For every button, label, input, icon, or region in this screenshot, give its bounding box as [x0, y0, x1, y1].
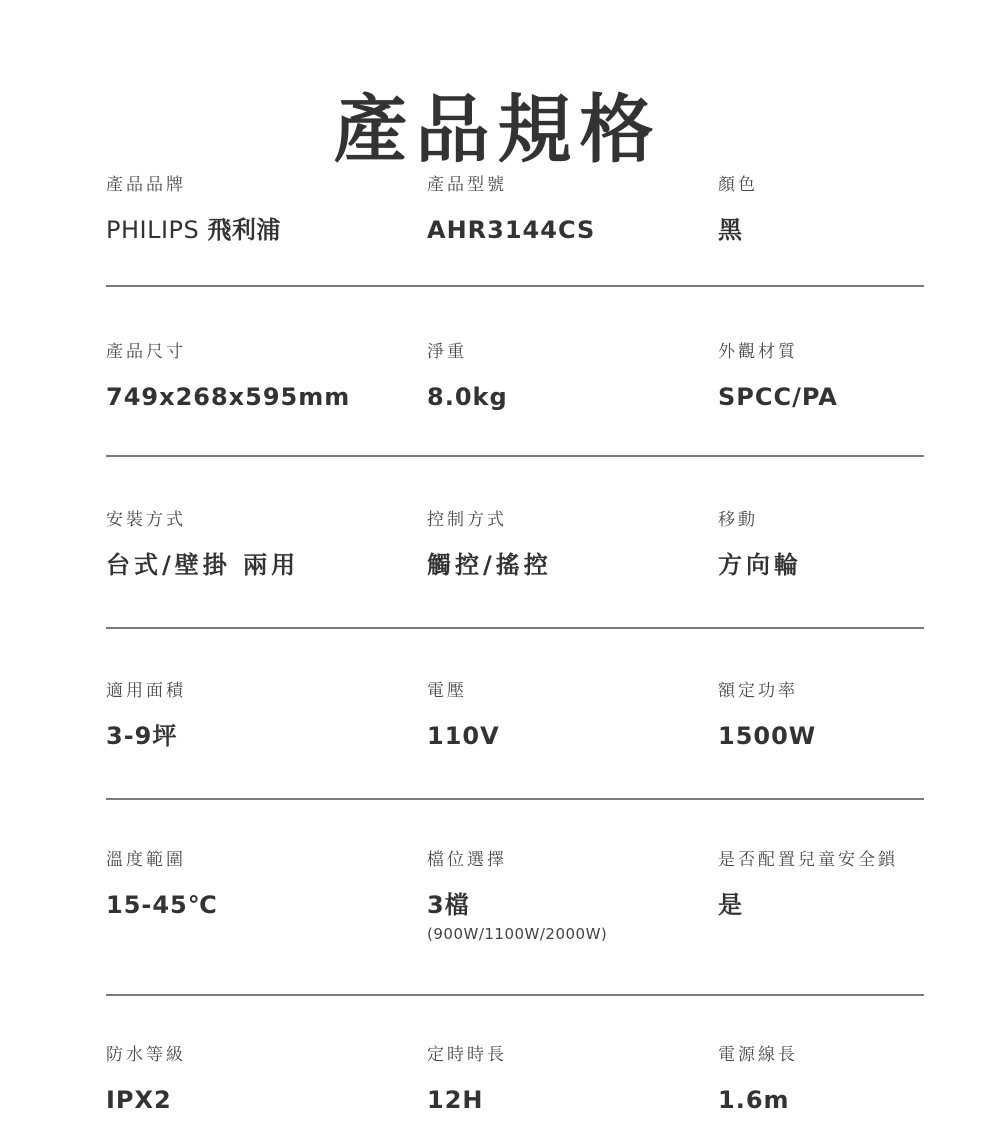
spec-item-installation: [106, 505, 299, 583]
spec-item-timer: [427, 1040, 507, 1118]
spec-value: 觸控/搖控: [427, 551, 552, 579]
spec-row: [106, 996, 924, 1136]
spec-label: 電壓: [427, 681, 467, 701]
page-title: 產品規格: [333, 86, 662, 173]
spec-item-temperature: [106, 845, 218, 923]
spec-value: IPX2: [106, 1086, 172, 1114]
spec-table: [106, 170, 924, 1136]
spec-item-area: [106, 676, 186, 754]
spec-label: 適用面積: [106, 681, 186, 701]
spec-item-brand: [106, 170, 281, 248]
spec-value: [106, 212, 281, 248]
spec-item-size: [106, 337, 350, 415]
spec-note: (900W/1100W/2000W): [427, 925, 608, 943]
spec-label: 防水等級: [106, 1045, 186, 1065]
spec-value: 12H: [427, 1086, 484, 1114]
spec-value: 台式/壁掛 兩用: [106, 551, 300, 579]
spec-value: 黑: [718, 216, 743, 244]
spec-label: 顏色: [718, 175, 758, 195]
spec-label: 產品尺寸: [106, 342, 186, 362]
spec-value: 是: [718, 891, 743, 919]
spec-value: 110V: [427, 722, 500, 750]
spec-label: 產品品牌: [106, 175, 186, 195]
spec-row: [106, 457, 924, 629]
spec-item-control: [427, 505, 552, 583]
spec-item-weight: [427, 337, 508, 415]
spec-value: 方向輪: [718, 551, 802, 579]
spec-label: 移動: [718, 510, 758, 530]
spec-item-rated-power: [718, 676, 816, 754]
spec-value: 8.0kg: [427, 383, 508, 411]
spec-label: 安裝方式: [106, 510, 186, 530]
spec-value: 1500W: [718, 722, 817, 750]
spec-item-material: [718, 337, 838, 415]
spec-item-model: [427, 170, 595, 248]
spec-value: 3檔: [427, 891, 470, 919]
spec-row: [106, 800, 924, 996]
spec-label: 電源線長: [718, 1045, 798, 1065]
spec-label: 溫度範圍: [106, 850, 186, 870]
spec-item-waterproof: [106, 1040, 186, 1118]
spec-row: [106, 629, 924, 800]
spec-value: AHR3144CS: [427, 216, 596, 244]
spec-label: 檔位選擇: [427, 850, 507, 870]
spec-item-mobility: [718, 505, 802, 583]
spec-label: 額定功率: [718, 681, 798, 701]
spec-value: SPCC/PA: [718, 383, 838, 411]
spec-value: 1.6m: [718, 1086, 790, 1114]
spec-item-child-lock: [718, 845, 898, 923]
spec-value: 749x268x595mm: [106, 383, 351, 411]
spec-value-prefix: PHILIPS: [106, 216, 208, 244]
spec-item-voltage: [427, 676, 500, 754]
spec-label: 淨重: [427, 342, 467, 362]
spec-label: 是否配置兒童安全鎖: [718, 850, 898, 870]
spec-value: 15-45℃: [106, 891, 218, 919]
spec-value-main: 飛利浦: [207, 216, 281, 244]
spec-item-cord-length: [718, 1040, 798, 1118]
spec-label: 定時時長: [427, 1045, 507, 1065]
spec-row: [106, 287, 924, 457]
spec-item-color: [718, 170, 758, 248]
spec-label: 控制方式: [427, 510, 507, 530]
spec-value: 3-9坪: [106, 722, 178, 750]
spec-row: [106, 170, 924, 287]
spec-item-gear: [427, 845, 607, 945]
spec-label: 產品型號: [427, 175, 507, 195]
spec-label: 外觀材質: [718, 342, 798, 362]
